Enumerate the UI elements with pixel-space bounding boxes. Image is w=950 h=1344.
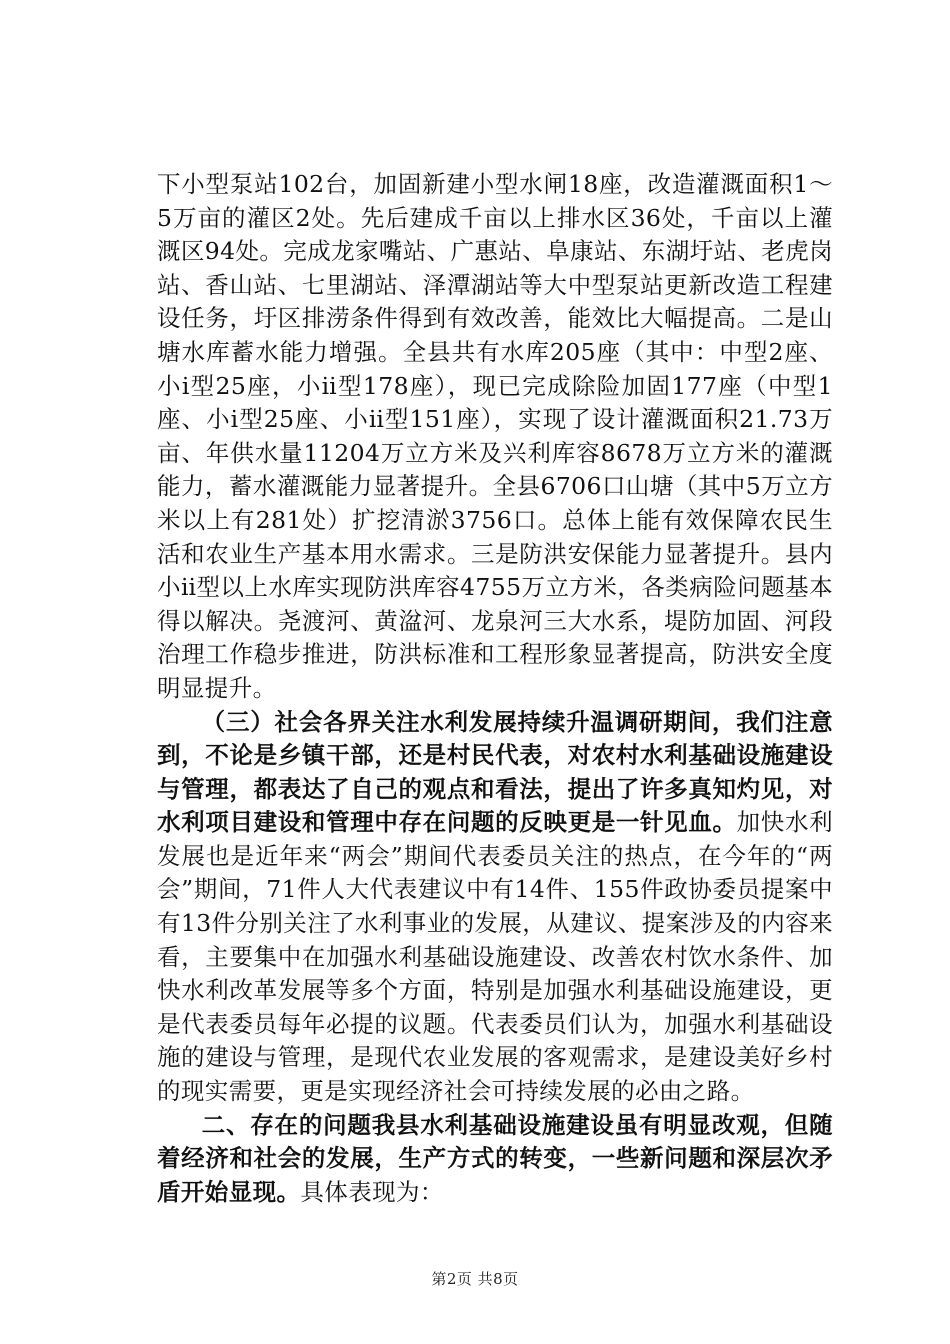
page-number-footer: 第2页 共8页 — [431, 1270, 519, 1288]
paragraph-2 — [157, 706, 833, 1109]
paragraph-2-text: 加快水利发展也是近年来“两会”期间代表委员关注的热点，在今年的“两会”期间，71件人大代表建议中有14件、155件政协委员提案中有13件分别关注了水利事业的发展，从建议、提案涉及的内容来看，主要集中在加强水利基础设施建设、改善农村饮水条件、加快水利改革发展等多个方面，特别是加强水利基础设施建设，更是代表委员每年必提的议题。代表委员们认为，加强水利基础设施的建设与管理，是现代农业发展的客观需求，是建设美好乡村的现实需要，更是实现经济社会可持续发展的必由之路。 — [157, 808, 834, 1106]
section-heading-problems: 二、存在的问题我县水利基础设施建设虽有明显改观，但随着经济和社会的发展，生产方式的转变，一些新问题和深层次矛盾开始显现。 — [157, 1110, 833, 1206]
paragraph-3 — [157, 1109, 833, 1210]
paragraph-1-text: 下小型泵站102台，加固新建小型水闸18座，改造灌溉面积1～5万亩的灌区2处。先后建成千亩以上排水区36处，千亩以上灌溉区94处。完成龙家嘴站、广惠站、阜康站、东湖圩站、老虎岗站、香山站、七里湖站、泽潭湖站等大中型泵站更新改造工程建设任务，圩区排涝条件得到有效改善，能效比大幅提高。二是山塘水库蓄水能力增强。全县共有水库205座（其中：中型2座、小ⅰ型25座，小ⅱ型178座），现已完成除险加固177座（中型1座、小ⅰ型25座、小ⅱ型151座），实现了设计灌溉面积21.73万亩、年供水量11204万立方米及兴利库容8678万立方米的灌溉能力，蓄水灌溉能力显著提升。全县6706口山塘（其中5万立方米以上有281处）扩挖清淤3756口。总体上能有效保障农民生活和农业生产基本用水需求。三是防洪安保能力显著提升。县内小ⅱ型以上水库实现防洪库容4755万立方米，各类病险问题基本得以解决。尧渡河、黄湓河、龙泉河三大水系，堤防加固、河段治理工作稳步推进，防洪标准和工程形象显著提高，防洪安全度明显提升。 — [157, 170, 834, 702]
paragraph-3-text: 具体表现为： — [300, 1177, 444, 1206]
section-heading-3: （三）社会各界关注水利发展持续升温调研期间，我们注意到，不论是乡镇干部，还是村民代表，对农村水利基础设施建设与管理，都表达了自己的观点和看法，提出了许多真知灼见，对水利项目建设和管理中存在问题的反映更是一针见血。 — [157, 707, 833, 837]
document-body — [157, 168, 833, 1209]
paragraph-1 — [157, 168, 833, 706]
